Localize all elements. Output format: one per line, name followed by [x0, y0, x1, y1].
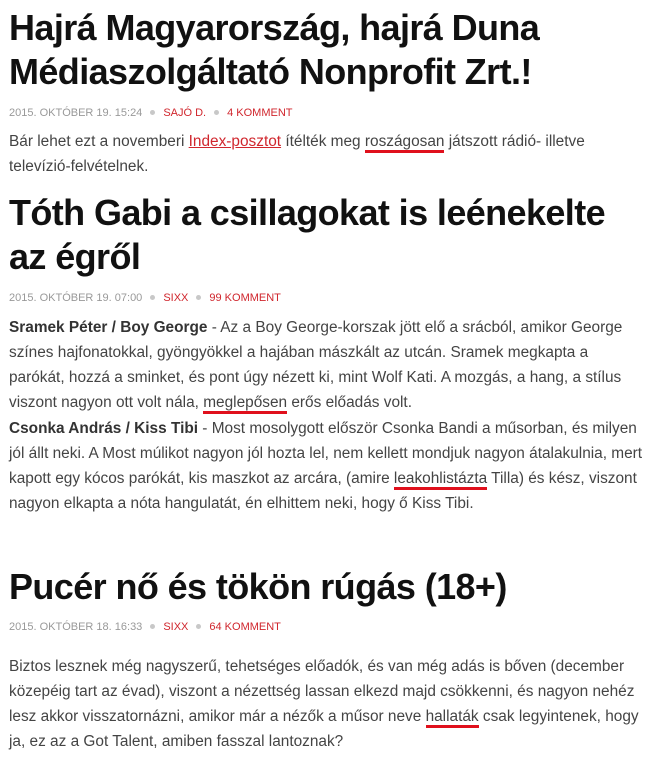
- article-title[interactable]: Hajrá Magyarország, hajrá Duna Médiaszolgáltató Nonprofit Zrt.!: [9, 7, 540, 92]
- article-meta: [9, 104, 647, 122]
- author-link[interactable]: SIXX: [163, 292, 189, 304]
- text: Tilla) és kész, viszont nagyon elkapta a nóta hangulatát, én elhittem neki, hogy ő Kiss Tibi.: [9, 470, 637, 512]
- separator-dot: [196, 624, 201, 629]
- text: - Az a Boy George-korszak jött elő a srácból, amikor George színes hajfonatokkal, gyöngyökkel a hajában mászkált az utcán. Sramek megkapta a parókát, hozzá a sminket, és pont úgy nézett ki, mint Wolf Kati. A mozgás, a hang, a stílus viszont nagyon ott volt nála,: [9, 319, 623, 411]
- typo-highlight: hallaták: [426, 708, 479, 728]
- article-meta: [9, 618, 647, 636]
- post-date: 2015. OKTÓBER 19. 07:00: [9, 292, 143, 304]
- comments-link[interactable]: 64 KOMMENT: [209, 621, 281, 633]
- text: - Most mosolygott először Csonka Bandi a műsorban, és milyen jól állt neki. A Most múlikot nagyon jól hozta lel, nem kellett mondjuk nagyon átalakulnia, mert kapott egy kócos parókát, kis maszkot az arcára, (amire: [9, 420, 643, 487]
- separator-dot: [150, 624, 155, 629]
- author-link[interactable]: SAJÓ D.: [163, 107, 207, 119]
- author-link[interactable]: SIXX: [163, 621, 189, 633]
- typo-highlight: meglepősen: [203, 394, 287, 414]
- article-meta: [9, 289, 647, 307]
- typo-highlight: roszágosan: [365, 133, 445, 153]
- text: Biztos lesznek még nagyszerű, tehetséges előadók, és van még adás is bőven (december közepéig tart az évad), viszont a nézettség lassan elkezd majd csökkenni, és nagyon nehéz lesz akkor visszatornázni, amikor már a nézők a műsor neve: [9, 658, 635, 725]
- article-excerpt: [9, 654, 647, 754]
- text: ítélték meg: [281, 133, 365, 150]
- article-paragraph: [9, 315, 647, 415]
- text: Bár lehet ezt a novemberi: [9, 133, 189, 150]
- article-1: [9, 6, 647, 179]
- article-paragraph: [9, 416, 647, 516]
- post-date: 2015. OKTÓBER 19. 15:24: [9, 107, 143, 119]
- performer-name: Csonka András / Kiss Tibi: [9, 420, 199, 437]
- article-2: [9, 191, 647, 516]
- comments-link[interactable]: 4 KOMMENT: [227, 107, 293, 119]
- post-date: 2015. OKTÓBER 18. 16:33: [9, 621, 143, 633]
- text: játszott rádió- illetve televízió-felvételnek.: [9, 133, 585, 175]
- article-title[interactable]: Tóth Gabi a csillagokat is leénekelte az égről: [9, 192, 606, 277]
- separator-dot: [214, 110, 219, 115]
- comments-link[interactable]: 99 KOMMENT: [209, 292, 281, 304]
- separator-dot: [196, 295, 201, 300]
- separator-dot: [150, 295, 155, 300]
- separator-dot: [150, 110, 155, 115]
- article-title[interactable]: Pucér nő és tökön rúgás (18+): [9, 566, 507, 607]
- index-post-link[interactable]: Index-posztot: [188, 133, 282, 150]
- text: csak legyintenek, hogy ja, ez az a Got Talent, amiben fasszal lantoznak?: [9, 708, 639, 750]
- article-excerpt: [9, 129, 647, 179]
- performer-name: Sramek Péter / Boy George: [9, 319, 208, 336]
- typo-highlight: leakohlistázta: [394, 470, 487, 490]
- article-3: [9, 565, 647, 754]
- text: erős előadás volt.: [287, 394, 412, 411]
